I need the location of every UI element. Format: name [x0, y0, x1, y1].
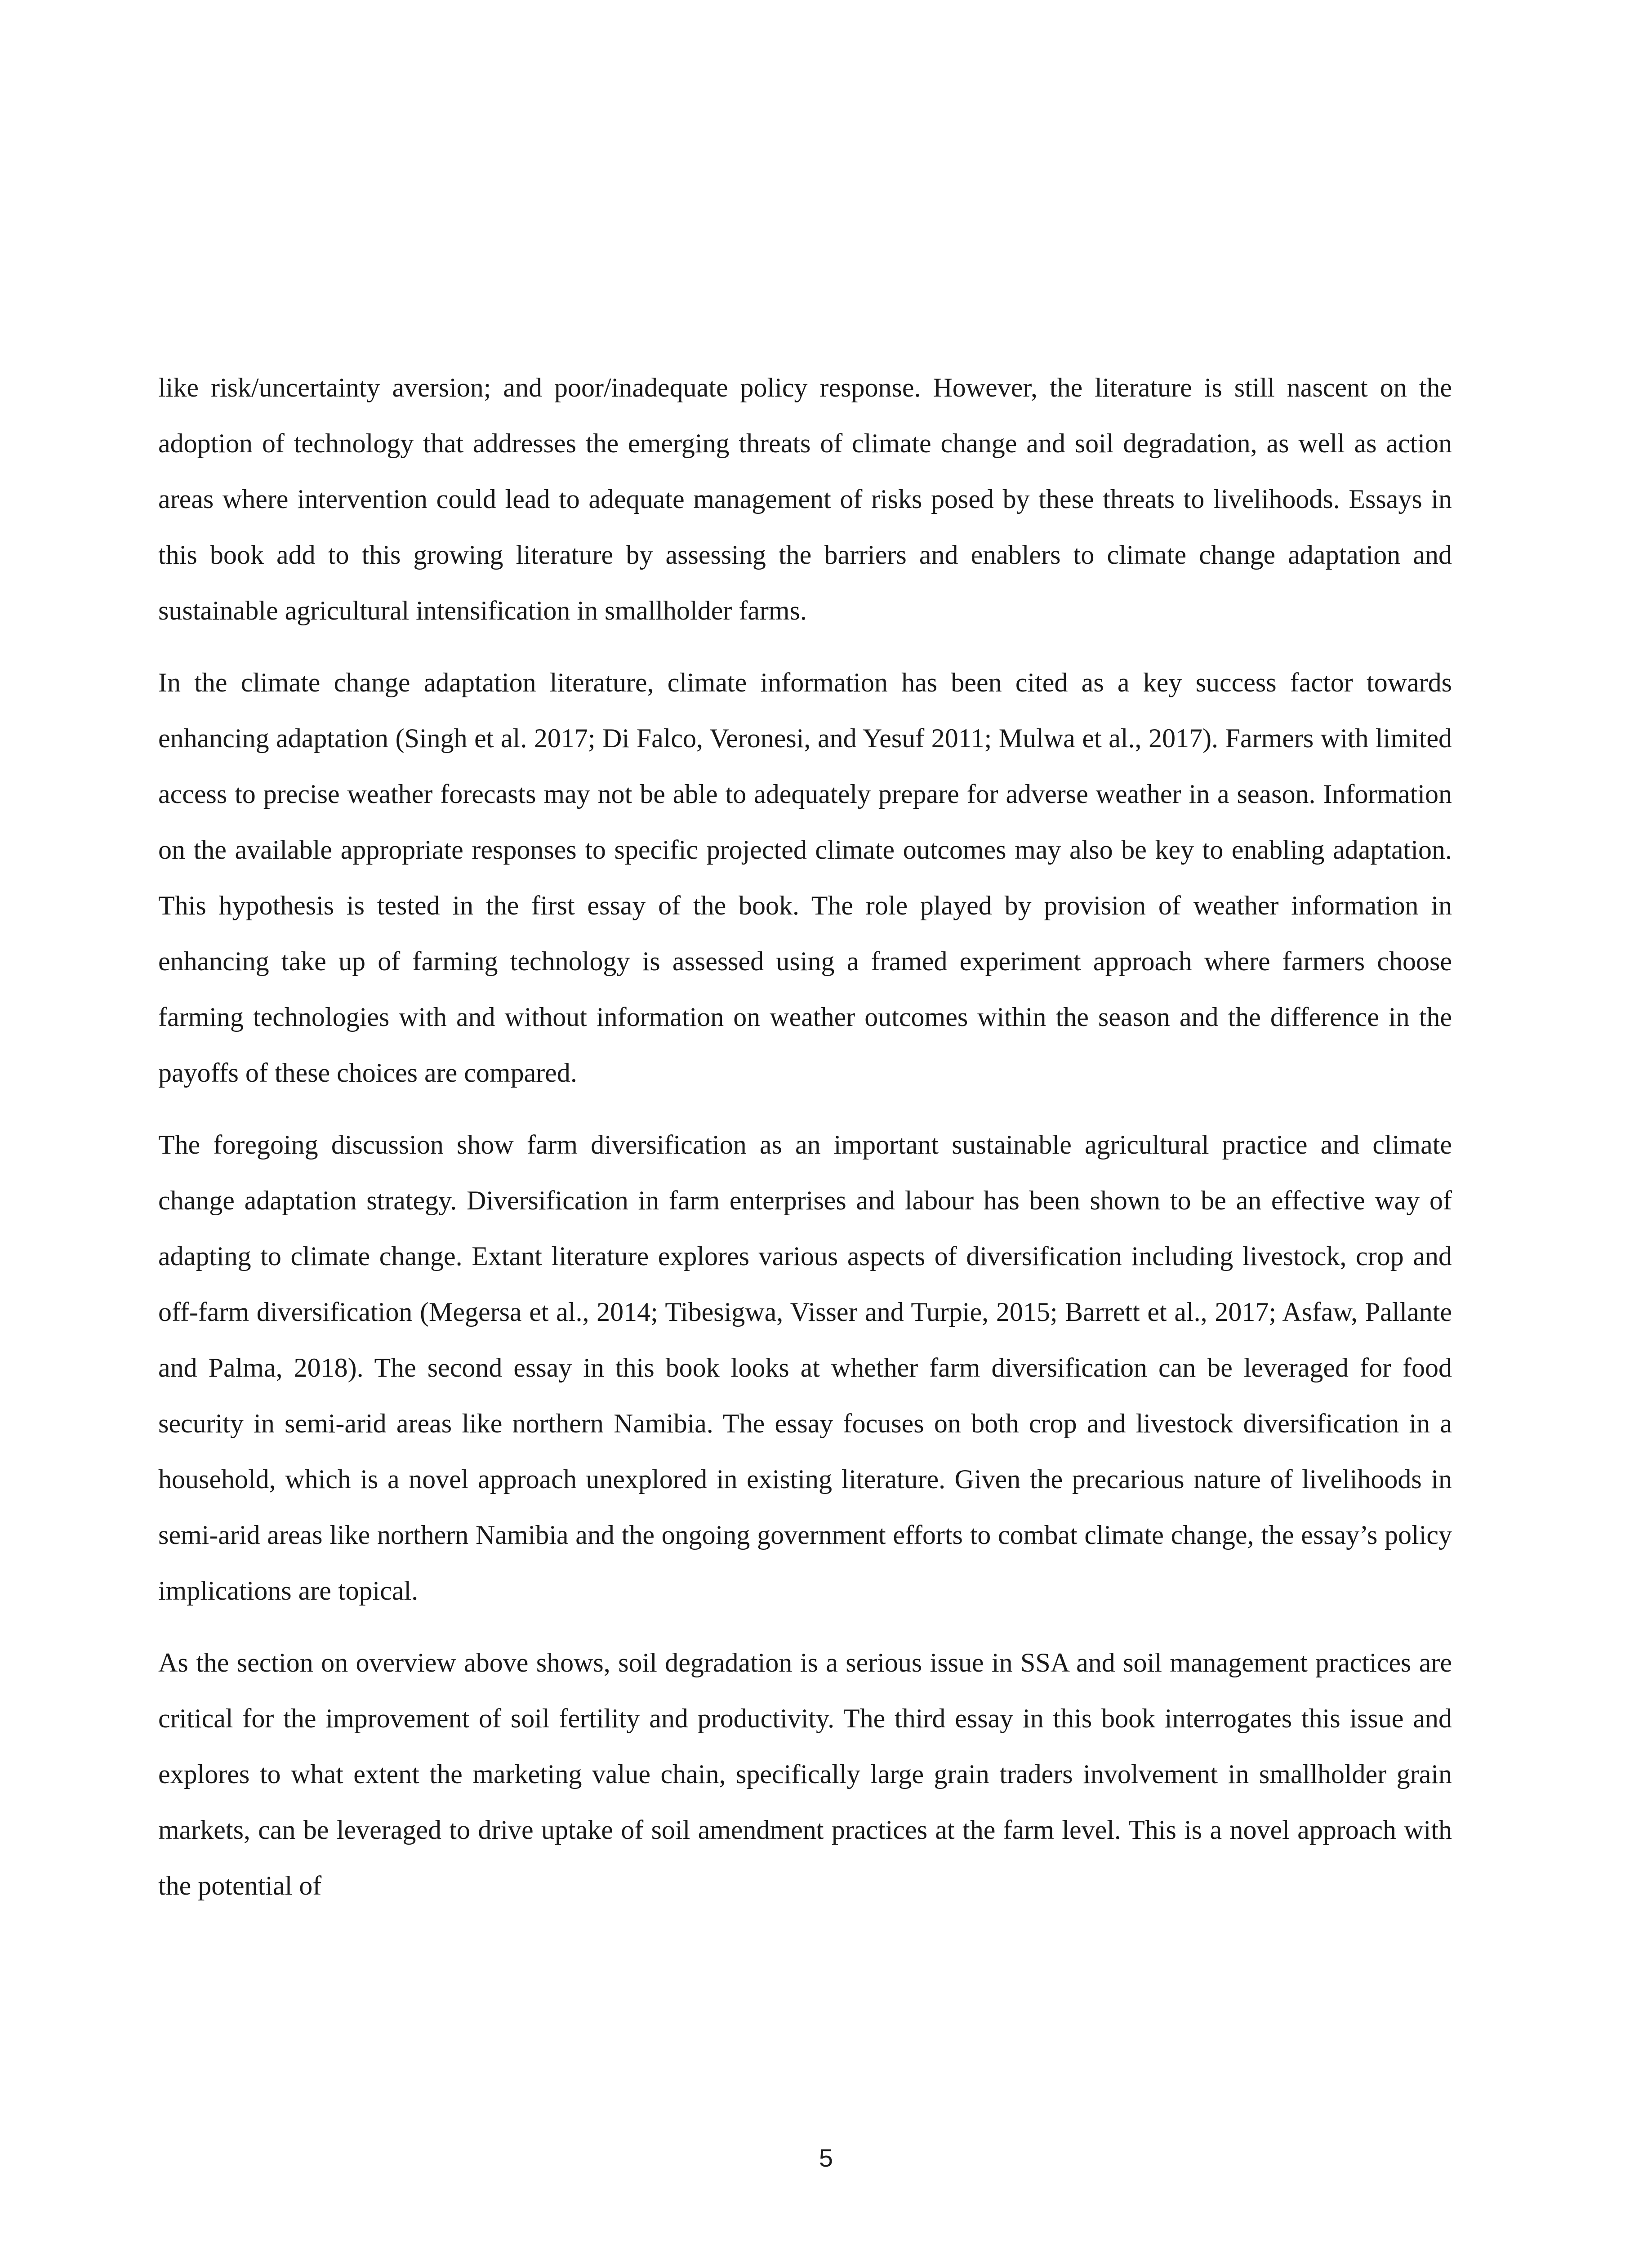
paragraph-3: The foregoing discussion show farm diversification as an important sustainable agricultural practice and climate change adaptation strategy. Diversification in farm enterprises and labour has been shown to be an effective way of adapting to climate change. Extant literature explores various aspects of diversification including livestock, crop and off-farm diversification (Megersa et al., 2014; Tibesigwa, Visser and Turpie, 2015; Barrett et al., 2017; Asfaw, Pallante and Palma, 2018). The second essay in this book looks at whether farm diversification can be leveraged for food security in semi-arid areas like northern Namibia. The essay focuses on both crop and livestock diversification in a household, which is a novel approach unexplored in existing literature. Given the precarious nature of livelihoods in semi-arid areas like northern Namibia and the ongoing government efforts to combat climate change, the essay’s policy implications are topical. [158, 1130, 1452, 1606]
paragraph-1: like risk/uncertainty aversion; and poor/inadequate policy response. However, the literature is still nascent on the adoption of technology that addresses the emerging threats of climate change and soil degradation, as well as action areas where intervention could lead to adequate management of risks posed by these threats to livelihoods. Essays in this book add to this growing literature by assessing the barriers and enablers to climate change adaptation and sustainable agricultural intensification in smallholder farms. [158, 373, 1452, 625]
paragraph-2: In the climate change adaptation literature, climate information has been cited as a key success factor towards enhancing adaptation (Singh et al. 2017; Di Falco, Veronesi, and Yesuf 2011; Mulwa et al., 2017). Farmers with limited access to precise weather forecasts may not be able to adequately prepare for adverse weather in a season. Information on the available appropriate responses to specific projected climate outcomes may also be key to enabling adaptation. This hypothesis is tested in the first essay of the book. The role played by provision of weather information in enhancing take up of farming technology is assessed using a framed experiment approach where farmers choose farming technologies with and without information on weather outcomes within the season and the difference in the payoffs of these choices are compared. [158, 668, 1452, 1088]
paragraph-4: As the section on overview above shows, soil degradation is a serious issue in SSA and soil management practices are critical for the improvement of soil fertility and productivity. The third essay in this book interrogates this issue and explores to what extent the marketing value chain, specifically large grain traders involvement in smallholder grain markets, can be leveraged to drive uptake of soil amendment practices at the farm level. This is a novel approach with the potential of [158, 1648, 1452, 1900]
body-text [158, 360, 1452, 1930]
page-number: 5 [819, 2144, 833, 2172]
